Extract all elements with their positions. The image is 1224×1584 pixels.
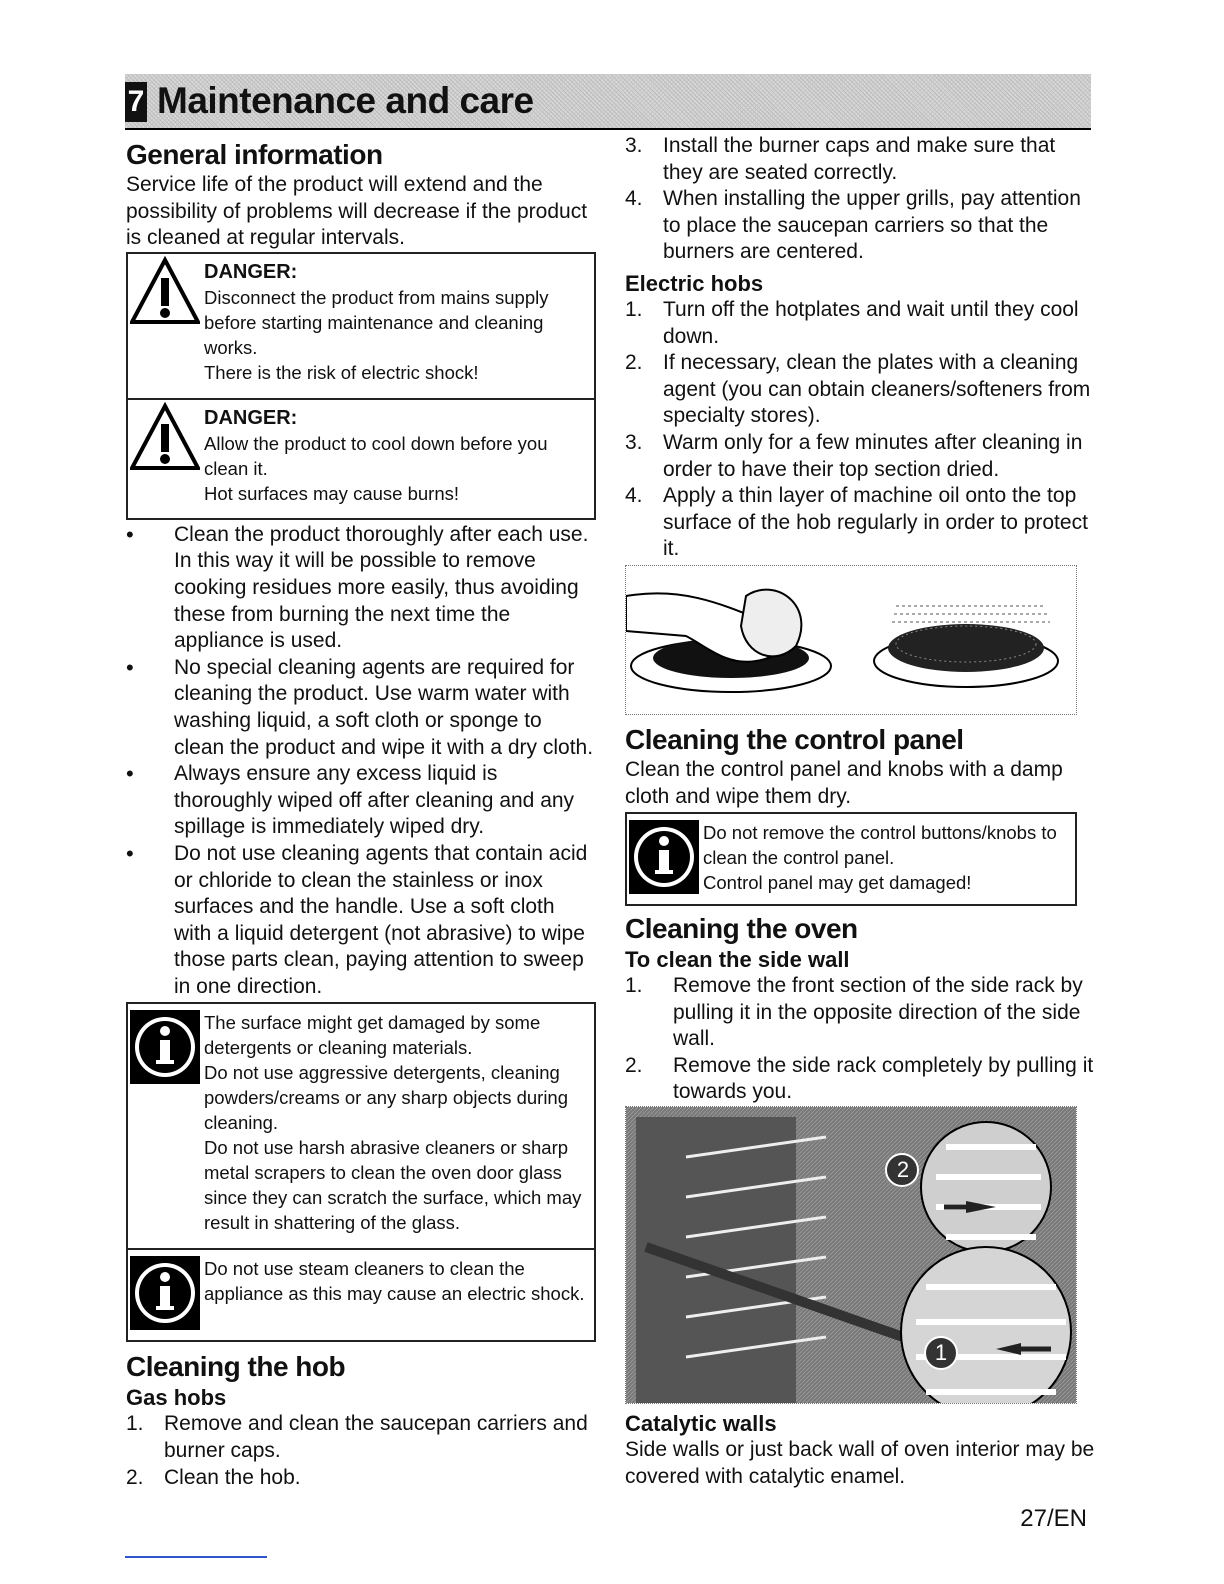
subsection-title-side-wall: To clean the side wall (625, 947, 850, 973)
info-text-2: Do not use steam cleaners to clean the appliance as this may cause an electric shock. (204, 1258, 585, 1305)
section-title-control-panel: Cleaning the control panel (625, 723, 964, 755)
step-marker-2: 2 (896, 1157, 910, 1183)
warning-icon (130, 402, 200, 472)
electric-hob-steps (625, 297, 1095, 563)
hob-plate-drawing (626, 566, 1076, 714)
control-panel-info-2: Control panel may get damaged! (703, 872, 972, 894)
right-column (625, 133, 1095, 1490)
section-title-oven: Cleaning the oven (625, 913, 858, 945)
control-panel-info-1: Do not remove the control buttons/knobs to clean the control panel. (703, 822, 1057, 869)
oven-side-rack-illustration (625, 1106, 1077, 1404)
info-icon (130, 1256, 200, 1330)
danger-title-1: DANGER: (204, 260, 298, 283)
danger-box-1 (126, 252, 596, 398)
list-item: 3. Warm only for a few minutes after cleaning in order to have their top section dried. (625, 430, 1083, 481)
list-item: 1. Remove and clean the saucepan carriers and burner caps. (126, 1412, 588, 1463)
general-intro: Service life of the product will extend and the possibility of problems will decrease if the product is cleaned at regular intervals. (126, 173, 588, 250)
list-item: 3. Install the burner caps and make sure that they are seated correctly. (625, 134, 1056, 184)
side-wall-steps (625, 973, 1095, 1106)
danger-title-2: DANGER: (204, 406, 298, 429)
subsection-title-catalytic: Catalytic walls (625, 1411, 777, 1437)
list-item: • No special cleaning agents are required for cleaning the product. Use warm water with washing liquid, a soft cloth or sponge to clean the product and wipe it with a dry cloth. (126, 655, 596, 761)
warning-icon (130, 256, 200, 326)
list-item: 1. Turn off the hotplates and wait until they cool down. (625, 297, 1079, 348)
control-panel-text: Clean the control panel and knobs with a damp cloth and wipe them dry. (625, 757, 1063, 808)
list-item: 2. If necessary, clean the plates with a cleaning agent (you can obtain cleaners/softeners from specialty stores). (625, 351, 1091, 428)
hob-cleaning-illustration (625, 565, 1077, 715)
info-text-1c: Do not use harsh abrasive cleaners or sharp metal scrapers to clean the oven door glass since they can scratch the surface, which may result in shattering of the glass. (204, 1137, 582, 1234)
list-item: • Do not use cleaning agents that contain acid or chloride to clean the stainless or inox surfaces and the handle. Use a soft cloth with a liquid detergent (not abrasive) to wipe those parts clean, paying attention to sweep in one direction. (126, 841, 596, 1001)
chapter-title: Maintenance and care (157, 80, 534, 121)
chapter-header (125, 74, 1091, 130)
footer-divider (125, 1556, 267, 1558)
list-item: 4. When installing the upper grills, pay attention to place the saucepan carriers so that the burners are centered. (625, 187, 1081, 264)
info-icon (130, 1010, 200, 1084)
list-item: • Clean the product thoroughly after each use. In this way it will be possible to remove cooking residues more easily, thus avoiding these from burning the next time the appliance is used. (126, 522, 596, 655)
subsection-title-gas: Gas hobs (126, 1385, 227, 1411)
info-box-control-panel (625, 812, 1077, 906)
page-number: 27/EN (1020, 1505, 1087, 1532)
danger-text-2: Allow the product to cool down before you clean it. (204, 432, 548, 479)
gas-hob-steps-continued (625, 133, 1095, 266)
list-item: 4. Apply a thin layer of machine oil onto the top surface of the hob regularly in order to protect it. (625, 484, 1088, 561)
list-item: 2. Clean the hob. (126, 1465, 301, 1489)
info-icon (629, 820, 699, 894)
danger-note-1: There is the risk of electric shock! (204, 361, 479, 383)
gas-hob-steps (126, 1411, 596, 1491)
oven-rack-drawing (626, 1107, 1076, 1403)
danger-text-1: Disconnect the product from mains supply before starting maintenance and cleaning works. (204, 286, 549, 358)
subsection-title-electric: Electric hobs (625, 270, 764, 296)
info-box-1 (126, 1002, 596, 1248)
section-title-hob: Cleaning the hob (126, 1351, 346, 1383)
left-column (126, 138, 596, 1491)
list-item: • Always ensure any excess liquid is thoroughly wiped off after cleaning and any spillage is immediately wiped dry. (126, 761, 596, 841)
info-text-1a: The surface might get damaged by some detergents or cleaning materials. (204, 1012, 541, 1059)
cleaning-bullets (126, 522, 596, 1001)
info-box-2 (126, 1248, 596, 1342)
chapter-number: 7 (125, 82, 147, 122)
list-item: 1. Remove the front section of the side rack by pulling it in the opposite direction of the side wall. (625, 974, 1083, 1051)
section-title-general: General information (126, 139, 383, 170)
list-item: 2. Remove the side rack completely by pulling it towards you. (625, 1053, 1094, 1104)
danger-note-2: Hot surfaces may cause burns! (204, 482, 459, 504)
info-text-1b: Do not use aggressive detergents, cleaning powders/creams or any sharp objects during cleaning. (204, 1062, 569, 1134)
catalytic-text: Side walls or just back wall of oven interior may be covered with catalytic enamel. (625, 1438, 1095, 1488)
step-marker-1: 1 (934, 1340, 948, 1366)
danger-box-2 (126, 398, 596, 520)
